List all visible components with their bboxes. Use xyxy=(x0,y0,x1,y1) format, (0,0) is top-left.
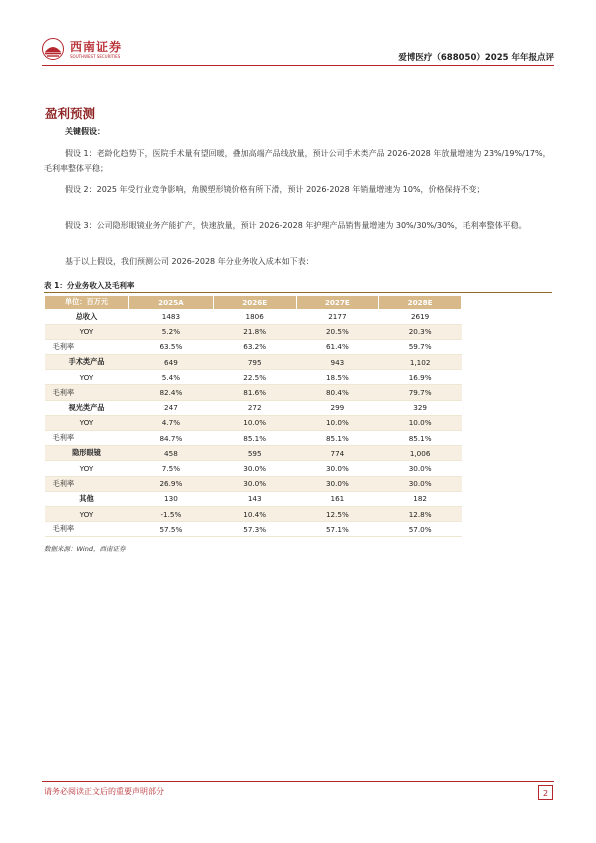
table-cell: 7.5% xyxy=(129,461,214,476)
table-row xyxy=(45,431,462,446)
table-cell: 57.0% xyxy=(379,522,462,537)
footer-disclaimer: 请务必阅读正文后的重要声明部分 xyxy=(44,787,164,796)
row-label: 总收入 xyxy=(45,309,129,324)
table-row xyxy=(45,324,462,339)
assumption-paragraph-2: 假设 2：2025 年受行业竞争影响，角膜塑形镜价格有所下滑，预计 2026-2028 年销量增速为 10%，价格保持不变； xyxy=(65,185,485,194)
table-cell: 161 xyxy=(296,491,379,506)
table-cell: 2619 xyxy=(379,309,462,324)
assumption-paragraph-1: 假设 1：老龄化趋势下，医院手术量有望回暖，叠加高端产品线放量，预计公司手术类产品 2026-2028 年放量增速为 23%/19%/17%，毛利率整体平稳； xyxy=(44,149,551,173)
table-cell: 299 xyxy=(296,400,379,415)
table-cell: 649 xyxy=(129,355,214,370)
table-cell: 10.0% xyxy=(379,415,462,430)
table-row xyxy=(45,309,462,324)
row-label: 毛利率 xyxy=(45,431,129,446)
table-cell: 943 xyxy=(296,355,379,370)
table-cell: 57.1% xyxy=(296,522,379,537)
table-cell: 1806 xyxy=(213,309,296,324)
row-label: 毛利率 xyxy=(45,476,129,491)
page-number: 2 xyxy=(538,785,553,800)
table-cell: 63.5% xyxy=(129,339,214,354)
table-body xyxy=(45,309,462,537)
table-cell: 4.7% xyxy=(129,415,214,430)
footer-divider xyxy=(42,781,554,782)
assumption-paragraph-3: 假设 3：公司隐形眼镜业务产能扩产，快速放量，预计 2026-2028 年护理产品销售量增速为 30%/30%/30%，毛利率整体平稳。 xyxy=(65,221,527,230)
table-row xyxy=(45,400,462,415)
table-row xyxy=(45,370,462,385)
logo-english-name: SOUTHWEST SECURITIES xyxy=(70,54,121,59)
company-logo-icon xyxy=(42,38,64,60)
table-cell: 130 xyxy=(129,491,214,506)
table-row xyxy=(45,491,462,506)
table-cell: 774 xyxy=(296,446,379,461)
table-cell: -1.5% xyxy=(129,506,214,521)
table-cell: 63.2% xyxy=(213,339,296,354)
table-cell: 84.7% xyxy=(129,431,214,446)
table-column-header: 2025A xyxy=(129,296,214,310)
table-cell: 81.6% xyxy=(213,385,296,400)
table-cell: 59.7% xyxy=(379,339,462,354)
assumptions-heading-text: 关键假设： xyxy=(65,127,105,136)
table-cell: 12.5% xyxy=(296,506,379,521)
row-label: 其他 xyxy=(45,491,129,506)
assumptions-heading xyxy=(44,124,552,139)
table-row xyxy=(45,415,462,430)
forecast-intro-paragraph: 基于以上假设，我们预测公司 2026-2028 年分业务收入成本如下表： xyxy=(65,257,314,266)
table-cell: 10.0% xyxy=(296,415,379,430)
table-row xyxy=(45,355,462,370)
table-cell: 20.5% xyxy=(296,324,379,339)
table-cell: 1,006 xyxy=(379,446,462,461)
table-row xyxy=(45,339,462,354)
table-cell: 20.3% xyxy=(379,324,462,339)
table-cell: 85.1% xyxy=(213,431,296,446)
table-cell: 85.1% xyxy=(296,431,379,446)
table-row xyxy=(45,476,462,491)
table-cell: 30.0% xyxy=(296,476,379,491)
table-cell: 30.0% xyxy=(296,461,379,476)
table-column-header: 2028E xyxy=(379,296,462,310)
logo-chinese-name: 西南证券 xyxy=(70,40,123,54)
row-label: 视光类产品 xyxy=(45,400,129,415)
table-cell: 61.4% xyxy=(296,339,379,354)
table-cell: 2177 xyxy=(296,309,379,324)
table-cell: 143 xyxy=(213,491,296,506)
row-label: YOY xyxy=(45,415,129,430)
table-cell: 795 xyxy=(213,355,296,370)
table-cell: 247 xyxy=(129,400,214,415)
page-header xyxy=(0,0,596,75)
table-header-row xyxy=(45,296,462,310)
row-label: YOY xyxy=(45,370,129,385)
table-cell: 82.4% xyxy=(129,385,214,400)
table-cell: 595 xyxy=(213,446,296,461)
table-cell: 329 xyxy=(379,400,462,415)
table-cell: 80.4% xyxy=(296,385,379,400)
section-title: 盈利预测 xyxy=(45,106,96,121)
row-label: YOY xyxy=(45,506,129,521)
row-label: YOY xyxy=(45,324,129,339)
row-label: YOY xyxy=(45,461,129,476)
table-row xyxy=(45,506,462,521)
table-title-rule xyxy=(44,292,552,293)
table-cell: 1483 xyxy=(129,309,214,324)
row-label: 隐形眼镜 xyxy=(45,446,129,461)
table-cell: 26.9% xyxy=(129,476,214,491)
header-divider xyxy=(42,65,554,66)
table-cell: 30.0% xyxy=(213,461,296,476)
table-cell: 12.8% xyxy=(379,506,462,521)
table-cell: 10.4% xyxy=(213,506,296,521)
table-cell: 30.0% xyxy=(379,476,462,491)
table-source: 数据来源：Wind，西南证券 xyxy=(44,545,126,553)
table-cell: 16.9% xyxy=(379,370,462,385)
table-cell: 1,102 xyxy=(379,355,462,370)
table-title: 表 1：分业务收入及毛利率 xyxy=(44,281,135,290)
table-cell: 22.5% xyxy=(213,370,296,385)
table-cell: 10.0% xyxy=(213,415,296,430)
table-cell: 5.4% xyxy=(129,370,214,385)
row-label: 毛利率 xyxy=(45,522,129,537)
row-label: 毛利率 xyxy=(45,339,129,354)
table-cell: 272 xyxy=(213,400,296,415)
table-row xyxy=(45,385,462,400)
table-cell: 30.0% xyxy=(213,476,296,491)
table-cell: 21.8% xyxy=(213,324,296,339)
table-cell: 79.7% xyxy=(379,385,462,400)
table-column-header: 2027E xyxy=(296,296,379,310)
table-cell: 18.5% xyxy=(296,370,379,385)
segment-revenue-table xyxy=(44,295,462,537)
report-title: 爱博医疗（688050）2025 年年报点评 xyxy=(398,53,554,63)
table-cell: 5.2% xyxy=(129,324,214,339)
row-label: 毛利率 xyxy=(45,385,129,400)
table-unit-header: 单位：百万元 xyxy=(45,296,129,310)
table-cell: 85.1% xyxy=(379,431,462,446)
table-cell: 458 xyxy=(129,446,214,461)
table-cell: 57.3% xyxy=(213,522,296,537)
table-cell: 57.5% xyxy=(129,522,214,537)
table-row xyxy=(45,461,462,476)
table-row xyxy=(45,522,462,537)
table-row xyxy=(45,446,462,461)
table-cell: 30.0% xyxy=(379,461,462,476)
row-label: 手术类产品 xyxy=(45,355,129,370)
table-column-header: 2026E xyxy=(213,296,296,310)
table-cell: 182 xyxy=(379,491,462,506)
